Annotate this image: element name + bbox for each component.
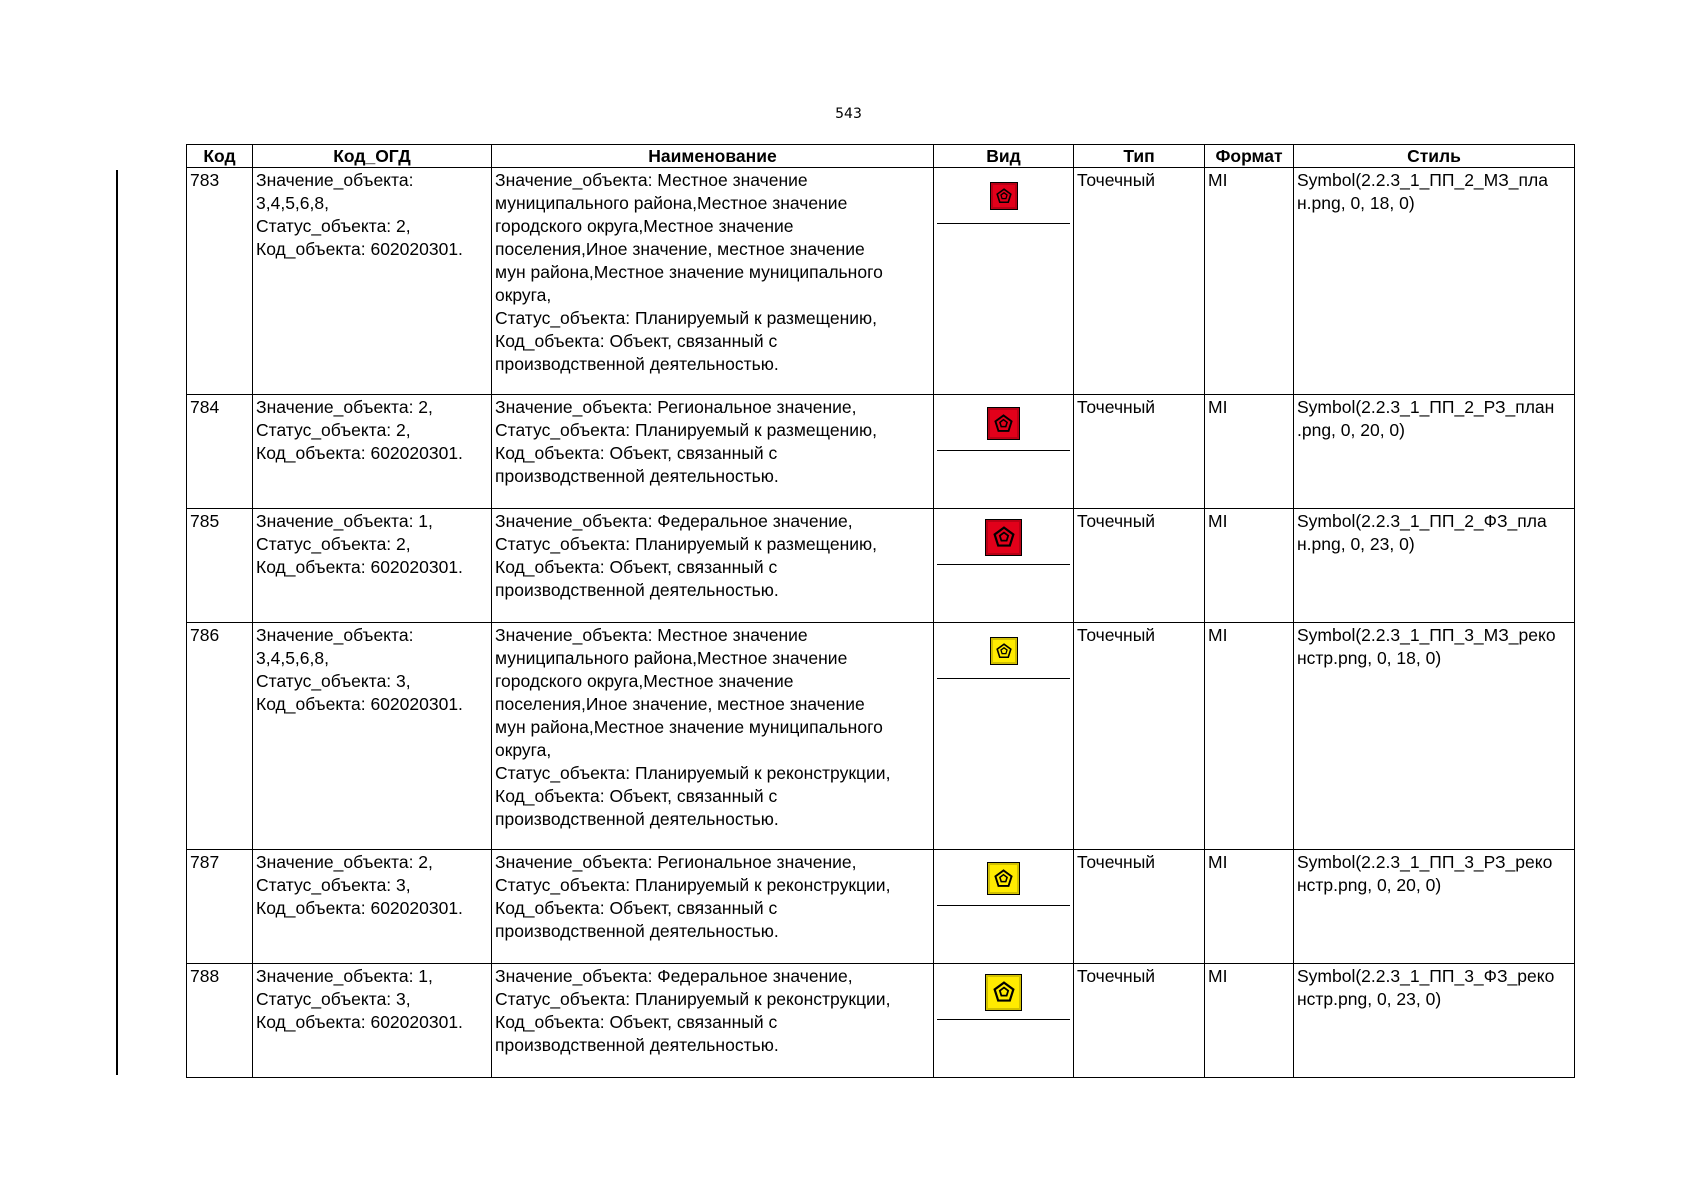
cell-naimenovanie: Значение_объекта: Местное значение муниципального района,Местное значение городского округа,Местное значение поселения,Иное значение, местное значение мун района,Местное значение муниципального округа, Статус_объекта: Планируемый к реконструкции, Код_объекта: Объект, связанный с производственной деятельностью. — [492, 623, 934, 850]
cell-kod-ogd: Значение_объекта: 3,4,5,6,8, Статус_объекта: 2, Код_объекта: 602020301. — [253, 168, 492, 395]
table-row — [187, 964, 1575, 1078]
cell-stil: Symbol(2.2.3_1_ПП_3_РЗ_реко нстр.png, 0, 20, 0) — [1294, 850, 1575, 964]
table-row — [187, 623, 1575, 850]
cell-format: MI — [1205, 168, 1294, 395]
cell-vid — [934, 623, 1074, 850]
cell-tip: Точечный — [1074, 850, 1205, 964]
header-kod: Код — [187, 145, 253, 168]
cell-kod-ogd: Значение_объекта: 2, Статус_объекта: 2, Код_объекта: 602020301. — [253, 395, 492, 509]
cell-kod: 787 — [187, 850, 253, 964]
cell-kod: 783 — [187, 168, 253, 395]
symbol-preview-box — [937, 624, 1070, 679]
page-number: 543 — [835, 106, 862, 122]
table-header-row — [187, 145, 1575, 168]
cell-kod-ogd: Значение_объекта: 1, Статус_объекта: 3, Код_объекта: 602020301. — [253, 964, 492, 1078]
yellow-pentagon-symbol-icon — [990, 637, 1018, 665]
cell-naimenovanie: Значение_объекта: Местное значение муниципального района,Местное значение городского округа,Местное значение поселения,Иное значение, местное значение мун района,Местное значение муниципального округа, Статус_объекта: Планируемый к размещению, Код_объекта: Объект, связанный с производственной деятельностью. — [492, 168, 934, 395]
red-pentagon-symbol-icon — [985, 519, 1022, 556]
cell-format: MI — [1205, 850, 1294, 964]
cell-vid — [934, 168, 1074, 395]
cell-naimenovanie: Значение_объекта: Федеральное значение, Статус_объекта: Планируемый к реконструкции, Код_объекта: Объект, связанный с производственной деятельностью. — [492, 964, 934, 1078]
table-row — [187, 168, 1575, 395]
header-kod-ogd: Код_ОГД — [253, 145, 492, 168]
cell-kod: 786 — [187, 623, 253, 850]
cell-format: MI — [1205, 964, 1294, 1078]
table-row — [187, 850, 1575, 964]
cell-stil: Symbol(2.2.3_1_ПП_2_МЗ_пла н.png, 0, 18, 0) — [1294, 168, 1575, 395]
cell-vid — [934, 509, 1074, 623]
symbol-preview-box — [937, 169, 1070, 224]
cell-kod: 785 — [187, 509, 253, 623]
cell-kod: 788 — [187, 964, 253, 1078]
cell-stil: Symbol(2.2.3_1_ПП_3_МЗ_реко нстр.png, 0, 18, 0) — [1294, 623, 1575, 850]
table-row — [187, 395, 1575, 509]
cell-tip: Точечный — [1074, 623, 1205, 850]
cell-vid — [934, 395, 1074, 509]
header-stil: Стиль — [1294, 145, 1575, 168]
cell-naimenovanie: Значение_объекта: Региональное значение, Статус_объекта: Планируемый к реконструкции, Код_объекта: Объект, связанный с производственной деятельностью. — [492, 850, 934, 964]
header-vid: Вид — [934, 145, 1074, 168]
table-row — [187, 509, 1575, 623]
cell-vid — [934, 850, 1074, 964]
symbol-preview-box — [937, 965, 1070, 1020]
cell-kod-ogd: Значение_объекта: 3,4,5,6,8, Статус_объекта: 3, Код_объекта: 602020301. — [253, 623, 492, 850]
cell-naimenovanie: Значение_объекта: Федеральное значение, Статус_объекта: Планируемый к размещению, Код_объекта: Объект, связанный с производственной деятельностью. — [492, 509, 934, 623]
red-pentagon-symbol-icon — [990, 182, 1018, 210]
cell-vid — [934, 964, 1074, 1078]
cell-naimenovanie: Значение_объекта: Региональное значение, Статус_объекта: Планируемый к размещению, Код_объекта: Объект, связанный с производственной деятельностью. — [492, 395, 934, 509]
margin-line — [116, 170, 118, 1075]
symbol-preview-box — [937, 851, 1070, 906]
cell-format: MI — [1205, 395, 1294, 509]
cell-stil: Symbol(2.2.3_1_ПП_2_РЗ_план .png, 0, 20, 0) — [1294, 395, 1575, 509]
cell-kod-ogd: Значение_объекта: 2, Статус_объекта: 3, Код_объекта: 602020301. — [253, 850, 492, 964]
cell-stil: Symbol(2.2.3_1_ПП_3_ФЗ_реко нстр.png, 0, 23, 0) — [1294, 964, 1575, 1078]
header-format: Формат — [1205, 145, 1294, 168]
cell-stil: Symbol(2.2.3_1_ПП_2_ФЗ_пла н.png, 0, 23, 0) — [1294, 509, 1575, 623]
cell-format: MI — [1205, 509, 1294, 623]
symbol-preview-box — [937, 510, 1070, 565]
symbol-table — [186, 144, 1575, 1078]
symbol-preview-box — [937, 396, 1070, 451]
table-body — [187, 168, 1575, 1078]
header-tip: Тип — [1074, 145, 1205, 168]
cell-format: MI — [1205, 623, 1294, 850]
yellow-pentagon-symbol-icon — [987, 862, 1020, 895]
cell-tip: Точечный — [1074, 509, 1205, 623]
cell-kod: 784 — [187, 395, 253, 509]
header-naimenovanie: Наименование — [492, 145, 934, 168]
yellow-pentagon-symbol-icon — [985, 974, 1022, 1011]
red-pentagon-symbol-icon — [987, 407, 1020, 440]
cell-tip: Точечный — [1074, 395, 1205, 509]
cell-tip: Точечный — [1074, 168, 1205, 395]
cell-tip: Точечный — [1074, 964, 1205, 1078]
cell-kod-ogd: Значение_объекта: 1, Статус_объекта: 2, Код_объекта: 602020301. — [253, 509, 492, 623]
